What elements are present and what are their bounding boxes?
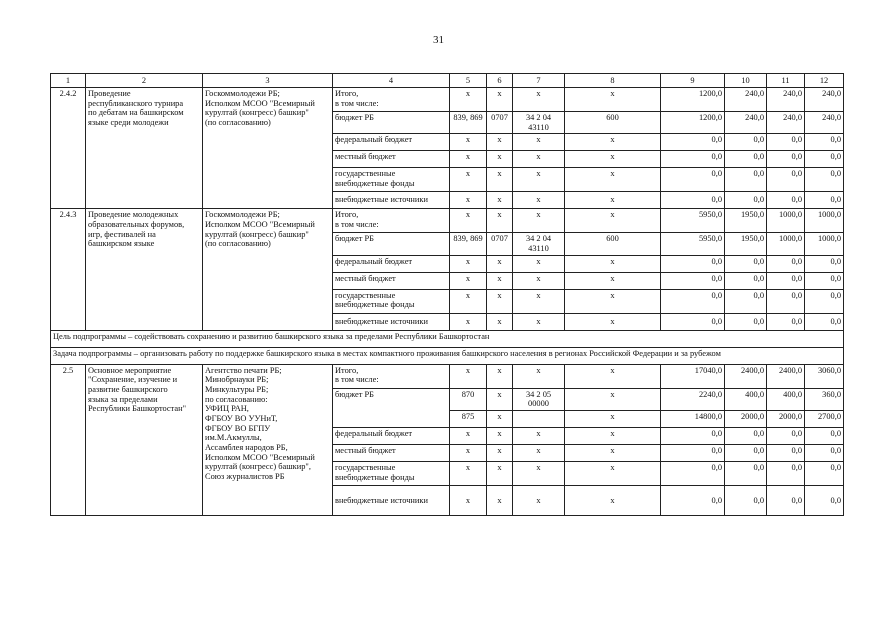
cell-col8: x bbox=[565, 410, 661, 427]
cell-col12: 0,0 bbox=[805, 192, 844, 209]
cell-col11: 0,0 bbox=[767, 289, 805, 313]
cell-col11: 1000,0 bbox=[767, 233, 805, 255]
item-code: 2.4.2 bbox=[51, 88, 86, 209]
cell-col7: x bbox=[513, 209, 565, 233]
cell-col11: 240,0 bbox=[767, 88, 805, 112]
item-name: Проведение республиканского турнира по дебатам на башкирском языке среди молодежи bbox=[86, 88, 203, 209]
cell-col6: 0707 bbox=[487, 112, 513, 134]
funding-source: внебюджетные источники bbox=[333, 192, 450, 209]
cell-col5: 839, 869 bbox=[450, 233, 487, 255]
funding-source: внебюджетные источники bbox=[333, 313, 450, 330]
cell-col8: x bbox=[565, 364, 661, 388]
cell-col10: 0,0 bbox=[725, 444, 767, 461]
cell-col12: 0,0 bbox=[805, 255, 844, 272]
cell-col11: 0,0 bbox=[767, 134, 805, 151]
cell-col10: 0,0 bbox=[725, 485, 767, 515]
cell-col11: 0,0 bbox=[767, 427, 805, 444]
cell-col10: 240,0 bbox=[725, 112, 767, 134]
cell-col9: 0,0 bbox=[661, 168, 725, 192]
cell-col6: x bbox=[487, 313, 513, 330]
cell-col8: x bbox=[565, 289, 661, 313]
cell-col10: 2000,0 bbox=[725, 410, 767, 427]
header-cell: 8 bbox=[565, 74, 661, 88]
cell-col12: 0,0 bbox=[805, 168, 844, 192]
cell-col9: 0,0 bbox=[661, 313, 725, 330]
funding-source: внебюджетные источники bbox=[333, 485, 450, 515]
item-code: 2.5 bbox=[51, 364, 86, 515]
cell-col9: 17040,0 bbox=[661, 364, 725, 388]
subprogram-goal: Цель подпрограммы – содействовать сохранению и развитию башкирского языка за пределами Республики Башкортостан bbox=[51, 330, 844, 347]
header-cell: 11 bbox=[767, 74, 805, 88]
cell-col10: 0,0 bbox=[725, 461, 767, 485]
header-cell: 2 bbox=[86, 74, 203, 88]
item-executor: Агентство печати РБ; Минобрнауки РБ; Минкультуры РБ; по согласованию: УФИЦ РАН, ФГБОУ ВО УУНиТ, ФГБОУ ВО БГПУ им.М.Акмуллы, Ассамблея народов РБ, Исполком МСОО "Всемирный курултай (конгресс) башкир", Союз журналистов РБ bbox=[203, 364, 333, 515]
funding-source: Итого, в том числе: bbox=[333, 364, 450, 388]
cell-col9: 5950,0 bbox=[661, 209, 725, 233]
cell-col9: 0,0 bbox=[661, 461, 725, 485]
cell-col11: 0,0 bbox=[767, 461, 805, 485]
funding-source: местный бюджет bbox=[333, 444, 450, 461]
header-cell: 6 bbox=[487, 74, 513, 88]
table-header-row bbox=[51, 74, 844, 88]
cell-col10: 1950,0 bbox=[725, 209, 767, 233]
cell-col10: 2400,0 bbox=[725, 364, 767, 388]
funding-source: федеральный бюджет bbox=[333, 427, 450, 444]
cell-col10: 0,0 bbox=[725, 134, 767, 151]
cell-col5: x bbox=[450, 255, 487, 272]
funding-source: федеральный бюджет bbox=[333, 134, 450, 151]
cell-col11: 1000,0 bbox=[767, 209, 805, 233]
cell-col6: x bbox=[487, 255, 513, 272]
cell-col9: 14800,0 bbox=[661, 410, 725, 427]
cell-col5: x bbox=[450, 485, 487, 515]
cell-col12: 0,0 bbox=[805, 485, 844, 515]
cell-col7: x bbox=[513, 168, 565, 192]
cell-col11: 0,0 bbox=[767, 272, 805, 289]
cell-col9: 0,0 bbox=[661, 255, 725, 272]
cell-col6: 0707 bbox=[487, 233, 513, 255]
cell-col8: 600 bbox=[565, 112, 661, 134]
cell-col5: x bbox=[450, 313, 487, 330]
cell-col10: 0,0 bbox=[725, 427, 767, 444]
cell-col7: 34 2 04 43110 bbox=[513, 233, 565, 255]
cell-col9: 0,0 bbox=[661, 134, 725, 151]
cell-col11: 2000,0 bbox=[767, 410, 805, 427]
cell-col10: 0,0 bbox=[725, 289, 767, 313]
budget-table bbox=[50, 73, 844, 516]
cell-col8: x bbox=[565, 444, 661, 461]
cell-col7: 34 2 04 43110 bbox=[513, 112, 565, 134]
cell-col10: 0,0 bbox=[725, 192, 767, 209]
cell-col5: 839, 869 bbox=[450, 112, 487, 134]
funding-source: государственные внебюджетные фонды bbox=[333, 289, 450, 313]
cell-col8: x bbox=[565, 255, 661, 272]
cell-col6: x bbox=[487, 151, 513, 168]
header-cell: 5 bbox=[450, 74, 487, 88]
funding-source: бюджет РБ bbox=[333, 388, 450, 427]
cell-col10: 1950,0 bbox=[725, 233, 767, 255]
cell-col10: 0,0 bbox=[725, 151, 767, 168]
cell-col6: x bbox=[487, 461, 513, 485]
cell-col12: 0,0 bbox=[805, 289, 844, 313]
cell-col12: 0,0 bbox=[805, 272, 844, 289]
cell-col9: 1200,0 bbox=[661, 88, 725, 112]
cell-col10: 0,0 bbox=[725, 272, 767, 289]
cell-col6: x bbox=[487, 168, 513, 192]
cell-col10: 0,0 bbox=[725, 313, 767, 330]
cell-col11: 0,0 bbox=[767, 313, 805, 330]
table-row bbox=[51, 88, 844, 112]
cell-col12: 240,0 bbox=[805, 88, 844, 112]
header-cell: 10 bbox=[725, 74, 767, 88]
cell-col8: x bbox=[565, 88, 661, 112]
cell-col7 bbox=[513, 410, 565, 427]
cell-col12: 2700,0 bbox=[805, 410, 844, 427]
cell-col10: 240,0 bbox=[725, 88, 767, 112]
cell-col5: x bbox=[450, 461, 487, 485]
cell-col6: x bbox=[487, 410, 513, 427]
cell-col8: x bbox=[565, 134, 661, 151]
cell-col5: x bbox=[450, 364, 487, 388]
header-cell: 9 bbox=[661, 74, 725, 88]
cell-col6: x bbox=[487, 272, 513, 289]
cell-col12: 0,0 bbox=[805, 461, 844, 485]
funding-source: Итого, в том числе: bbox=[333, 88, 450, 112]
cell-col5: x bbox=[450, 134, 487, 151]
cell-col5: x bbox=[450, 151, 487, 168]
cell-col9: 0,0 bbox=[661, 427, 725, 444]
cell-col9: 0,0 bbox=[661, 485, 725, 515]
funding-source: государственные внебюджетные фонды bbox=[333, 168, 450, 192]
funding-source: местный бюджет bbox=[333, 151, 450, 168]
cell-col10: 400,0 bbox=[725, 388, 767, 410]
cell-col5: x bbox=[450, 289, 487, 313]
header-cell: 7 bbox=[513, 74, 565, 88]
cell-col5: x bbox=[450, 192, 487, 209]
cell-col6: x bbox=[487, 88, 513, 112]
item-name: Проведение молодежных образовательных форумов, игр, фестивалей на башкирском языке bbox=[86, 209, 203, 330]
cell-col8: x bbox=[565, 461, 661, 485]
cell-col11: 240,0 bbox=[767, 112, 805, 134]
cell-col7: x bbox=[513, 255, 565, 272]
cell-col7: x bbox=[513, 364, 565, 388]
cell-col11: 0,0 bbox=[767, 192, 805, 209]
cell-col5: x bbox=[450, 444, 487, 461]
cell-col11: 0,0 bbox=[767, 168, 805, 192]
funding-source: местный бюджет bbox=[333, 272, 450, 289]
cell-col7: x bbox=[513, 444, 565, 461]
cell-col8: 600 bbox=[565, 233, 661, 255]
cell-col7: x bbox=[513, 151, 565, 168]
cell-col12: 3060,0 bbox=[805, 364, 844, 388]
header-cell: 12 bbox=[805, 74, 844, 88]
cell-col9: 2240,0 bbox=[661, 388, 725, 410]
cell-col5: x bbox=[450, 209, 487, 233]
cell-col12: 0,0 bbox=[805, 151, 844, 168]
cell-col6: x bbox=[487, 289, 513, 313]
cell-col5: 875 bbox=[450, 410, 487, 427]
cell-col8: x bbox=[565, 168, 661, 192]
cell-col12: 0,0 bbox=[805, 427, 844, 444]
cell-col11: 0,0 bbox=[767, 485, 805, 515]
header-cell: 4 bbox=[333, 74, 450, 88]
cell-col7: x bbox=[513, 88, 565, 112]
cell-col8: x bbox=[565, 192, 661, 209]
header-cell: 1 bbox=[51, 74, 86, 88]
table-row bbox=[51, 209, 844, 233]
cell-col6: x bbox=[487, 485, 513, 515]
cell-col6: x bbox=[487, 444, 513, 461]
cell-col6: x bbox=[487, 364, 513, 388]
cell-col5: x bbox=[450, 427, 487, 444]
item-executor: Госкоммолодежи РБ; Исполком МСОО "Всемирный курултай (конгресс) башкир" (по согласованию) bbox=[203, 88, 333, 209]
cell-col6: x bbox=[487, 192, 513, 209]
cell-col12: 1000,0 bbox=[805, 209, 844, 233]
funding-source: федеральный бюджет bbox=[333, 255, 450, 272]
cell-col11: 0,0 bbox=[767, 255, 805, 272]
cell-col7: x bbox=[513, 461, 565, 485]
cell-col9: 0,0 bbox=[661, 272, 725, 289]
cell-col8: x bbox=[565, 272, 661, 289]
cell-col12: 0,0 bbox=[805, 134, 844, 151]
cell-col6: x bbox=[487, 134, 513, 151]
cell-col7: x bbox=[513, 289, 565, 313]
funding-source: бюджет РБ bbox=[333, 233, 450, 255]
goal-row bbox=[51, 330, 844, 347]
cell-col8: x bbox=[565, 209, 661, 233]
cell-col8: x bbox=[565, 427, 661, 444]
cell-col10: 0,0 bbox=[725, 168, 767, 192]
table-row bbox=[51, 364, 844, 388]
cell-col7: x bbox=[513, 134, 565, 151]
cell-col5: x bbox=[450, 168, 487, 192]
cell-col7: x bbox=[513, 313, 565, 330]
cell-col12: 360,0 bbox=[805, 388, 844, 410]
header-cell: 3 bbox=[203, 74, 333, 88]
cell-col9: 1200,0 bbox=[661, 112, 725, 134]
cell-col12: 240,0 bbox=[805, 112, 844, 134]
cell-col6: x bbox=[487, 388, 513, 410]
cell-col5: 870 bbox=[450, 388, 487, 410]
cell-col9: 0,0 bbox=[661, 192, 725, 209]
subprogram-task: Задача подпрограммы – организовать работу по поддержке башкирского языка в местах компактного проживания башкирского населения в регионах Российской Федерации и за рубежом bbox=[51, 347, 844, 364]
cell-col5: x bbox=[450, 272, 487, 289]
cell-col12: 1000,0 bbox=[805, 233, 844, 255]
cell-col10: 0,0 bbox=[725, 255, 767, 272]
page-number: 31 bbox=[433, 34, 444, 46]
cell-col8: x bbox=[565, 313, 661, 330]
item-code: 2.4.3 bbox=[51, 209, 86, 330]
funding-source: бюджет РБ bbox=[333, 112, 450, 134]
funding-source: Итого, в том числе: bbox=[333, 209, 450, 233]
cell-col7: x bbox=[513, 485, 565, 515]
cell-col9: 0,0 bbox=[661, 289, 725, 313]
cell-col8: x bbox=[565, 151, 661, 168]
cell-col12: 0,0 bbox=[805, 444, 844, 461]
cell-col6: x bbox=[487, 427, 513, 444]
funding-source: государственные внебюджетные фонды bbox=[333, 461, 450, 485]
cell-col12: 0,0 bbox=[805, 313, 844, 330]
item-executor: Госкоммолодежи РБ; Исполком МСОО "Всемирный курултай (конгресс) башкир" (по согласованию) bbox=[203, 209, 333, 330]
cell-col9: 0,0 bbox=[661, 444, 725, 461]
cell-col6: x bbox=[487, 209, 513, 233]
cell-col11: 0,0 bbox=[767, 151, 805, 168]
task-row bbox=[51, 347, 844, 364]
cell-col7: x bbox=[513, 427, 565, 444]
cell-col7: x bbox=[513, 272, 565, 289]
cell-col11: 0,0 bbox=[767, 444, 805, 461]
cell-col8: x bbox=[565, 485, 661, 515]
cell-col5: x bbox=[450, 88, 487, 112]
cell-col8: x bbox=[565, 388, 661, 410]
cell-col11: 400,0 bbox=[767, 388, 805, 410]
item-name: Основное мероприятие "Сохранение, изучение и развитие башкирского языка за пределами Республики Башкортостан" bbox=[86, 364, 203, 515]
cell-col9: 5950,0 bbox=[661, 233, 725, 255]
cell-col7: 34 2 05 00000 bbox=[513, 388, 565, 410]
cell-col7: x bbox=[513, 192, 565, 209]
cell-col11: 2400,0 bbox=[767, 364, 805, 388]
cell-col9: 0,0 bbox=[661, 151, 725, 168]
